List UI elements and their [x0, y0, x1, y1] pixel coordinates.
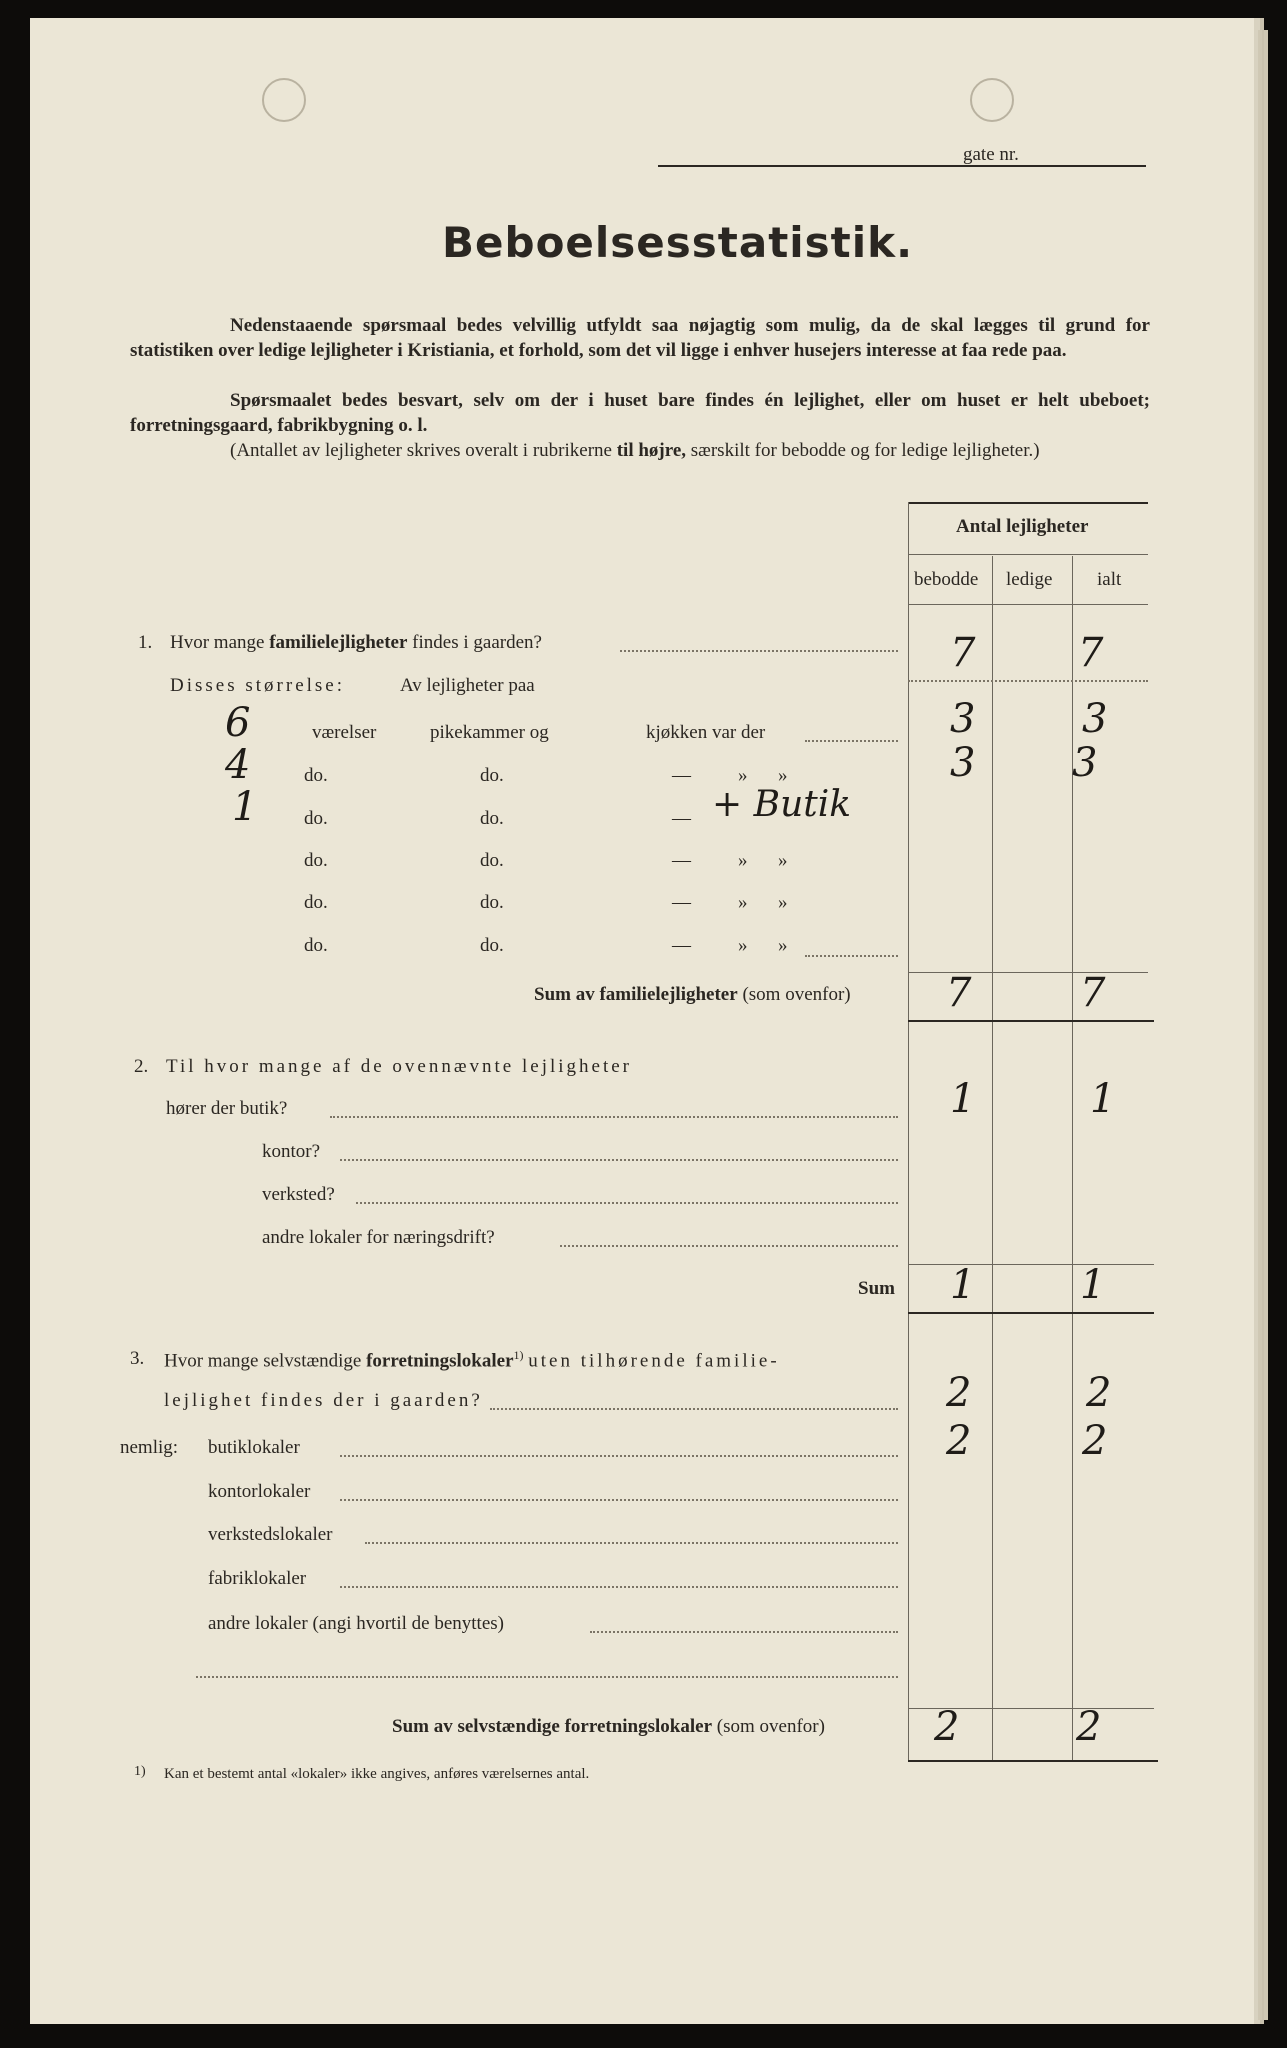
q2-item-label: kontor?: [262, 1141, 321, 1162]
intro-p3: (Antallet av lejligheter skrives overalt i rubrikerne til højre, særskilt for bebodde og for ledige lejligheter.): [230, 440, 1040, 461]
ditto-mark: »: [738, 850, 748, 871]
q3-sum-ialt: 2: [1076, 1704, 1102, 1750]
header-rule: [908, 604, 1148, 605]
dash-mark: —: [672, 850, 691, 871]
sum-double-rule: [908, 1312, 1154, 1314]
q3-number: 3.: [130, 1348, 145, 1369]
q3-item-label: fabriklokaler: [208, 1568, 307, 1589]
punch-hole: [262, 78, 306, 122]
col-bebodde: bebodde: [914, 569, 979, 590]
q2-sum-ialt: 1: [1080, 1262, 1106, 1308]
ditto-mark: »: [738, 765, 748, 786]
q3-sum-bebodde: 2: [934, 1704, 960, 1750]
q2-sum-bebodde: 1: [950, 1262, 976, 1308]
sum-double-rule: [908, 1760, 1158, 1762]
dot-leader: [560, 1245, 898, 1247]
dash-mark: —: [672, 808, 691, 829]
q1-row-extra: + Butik: [712, 784, 852, 825]
sum-rule: [908, 972, 1148, 973]
dot-leader: [365, 1542, 898, 1544]
dot-leader: [620, 650, 898, 652]
intro-p2: Spørsmaalet bedes besvart, selv om der i huset bare findes én lejlighet, eller om huset er helt ubeboet; forretningsgaard, fabrikbygning o. l.: [130, 390, 1150, 436]
q1-bebodde: 7: [950, 630, 976, 676]
dash-mark: —: [672, 765, 691, 786]
table-left-rule: [908, 502, 909, 1762]
q1-row-rooms: 4: [225, 742, 251, 788]
dot-leader: [805, 955, 898, 957]
gate-label: gate nr.: [963, 144, 1019, 165]
ditto-mark: »: [778, 765, 788, 786]
q2-question: Til hvor mange af de ovennævnte lejligheter: [166, 1056, 632, 1077]
do-mark: do.: [304, 765, 328, 786]
q1-question: Hvor mange familielejligheter findes i gaarden?: [170, 632, 542, 653]
q3-bebodde: 2: [946, 1370, 972, 1416]
q2-sum-label: Sum: [858, 1278, 895, 1299]
table-title: Antal lejligheter: [956, 516, 1089, 537]
sum-rule: [908, 1264, 1154, 1265]
q1-col-pike: pikekammer og: [430, 722, 549, 743]
col-divider: [1072, 556, 1073, 1762]
ditto-mark: »: [778, 850, 788, 871]
q1-row-rooms: 6: [225, 700, 251, 746]
q2-item-label: hører der butik?: [166, 1098, 288, 1119]
q3-item-label: kontorlokaler: [208, 1481, 311, 1502]
dot-leader: [590, 1631, 898, 1633]
sum-double-rule: [908, 1020, 1154, 1022]
dot-leader: [196, 1676, 898, 1678]
q2-item-label: verksted?: [262, 1184, 335, 1205]
q1-row-bebodde: 3: [950, 696, 976, 742]
ditto-mark: »: [738, 935, 748, 956]
q1-col-kjokken: kjøkken var der: [646, 722, 766, 743]
q1-col-vaerelser: værelser: [312, 722, 377, 743]
header-rule: [908, 554, 1148, 555]
q1-row-rooms: 1: [232, 784, 258, 830]
footnote-mark: 1): [134, 1764, 146, 1779]
q3-ialt: 2: [1086, 1370, 1112, 1416]
dot-leader: [356, 1202, 898, 1204]
q3-sum-label: Sum av selvstændige forretningslokaler (som ovenfor): [392, 1716, 825, 1737]
punch-hole: [970, 78, 1014, 122]
cell-rule: [908, 680, 1148, 682]
dot-leader: [340, 1586, 898, 1588]
q1-row-bebodde: 3: [950, 740, 976, 786]
dot-leader: [805, 740, 898, 742]
col-ledige: ledige: [1006, 569, 1053, 590]
dot-leader: [340, 1455, 898, 1457]
q1-ialt: 7: [1078, 630, 1104, 676]
q3-question: Hvor mange selvstændige forretningslokaler$^{1)}$ uten tilhørende familie-: [164, 1348, 780, 1372]
q3-question-line2: lejlighet findes der i gaarden?: [164, 1390, 483, 1411]
q1-sum-label: Sum av familielejligheter (som ovenfor): [534, 984, 851, 1005]
page-edge: [1258, 30, 1262, 2020]
col-ialt: ialt: [1097, 569, 1122, 590]
col-divider: [992, 556, 993, 1762]
dot-leader: [340, 1499, 898, 1501]
footnote-text: Kan et bestemt antal «lokaler» ikke angives, anføres værelsernes antal.: [164, 1766, 590, 1782]
do-mark: do.: [480, 808, 504, 829]
ditto-mark: »: [778, 892, 788, 913]
q1-size-label: Disses størrelse:: [170, 675, 346, 696]
q3-item-label: verkstedslokaler: [208, 1524, 333, 1545]
q3-nemlig: nemlig:: [120, 1437, 179, 1458]
q1-sum-ialt: 7: [1080, 970, 1106, 1016]
q3-item-label: butiklokaler: [208, 1437, 300, 1458]
do-mark: do.: [304, 935, 328, 956]
q1-row-ialt: 3: [1082, 696, 1108, 742]
dot-leader: [340, 1159, 898, 1161]
do-mark: do.: [480, 850, 504, 871]
dot-leader: [490, 1408, 898, 1410]
ditto-mark: »: [778, 935, 788, 956]
q1-number: 1.: [138, 632, 153, 653]
dash-mark: —: [672, 935, 691, 956]
q2-item-ialt: 1: [1090, 1076, 1116, 1122]
q1-sum-bebodde: 7: [946, 970, 972, 1016]
do-mark: do.: [304, 892, 328, 913]
do-mark: do.: [480, 935, 504, 956]
q3-item-label: andre lokaler (angi hvortil de benyttes): [208, 1613, 504, 1634]
q2-number: 2.: [134, 1056, 149, 1077]
page-title: Beboelsesstatistik.: [442, 218, 914, 267]
intro-p1: Nedenstaaende spørsmaal bedes velvillig utfyldt saa nøjagtig som mulig, da de skal lægges til grund for statistiken over ledige lejligheter i Kristiania, et forhold, som det vil ligge i enhver husejers interesse at faa rede paa.: [130, 315, 1150, 361]
q2-item-label: andre lokaler for næringsdrift?: [262, 1227, 495, 1248]
page-edge: [1264, 30, 1268, 2020]
q2-item-bebodde: 1: [950, 1076, 976, 1122]
dash-mark: —: [672, 892, 691, 913]
q3-item-bebodde: 2: [946, 1418, 972, 1464]
ditto-mark: »: [738, 892, 748, 913]
dot-leader: [330, 1116, 898, 1118]
do-mark: do.: [480, 765, 504, 786]
gate-line: [658, 165, 1146, 167]
q3-item-ialt: 2: [1082, 1418, 1108, 1464]
q1-row-ialt: 3: [1072, 740, 1098, 786]
table-top-rule: [908, 502, 1148, 504]
do-mark: do.: [304, 850, 328, 871]
do-mark: do.: [304, 808, 328, 829]
q1-size-label2: Av lejligheter paa: [400, 675, 535, 696]
do-mark: do.: [480, 892, 504, 913]
